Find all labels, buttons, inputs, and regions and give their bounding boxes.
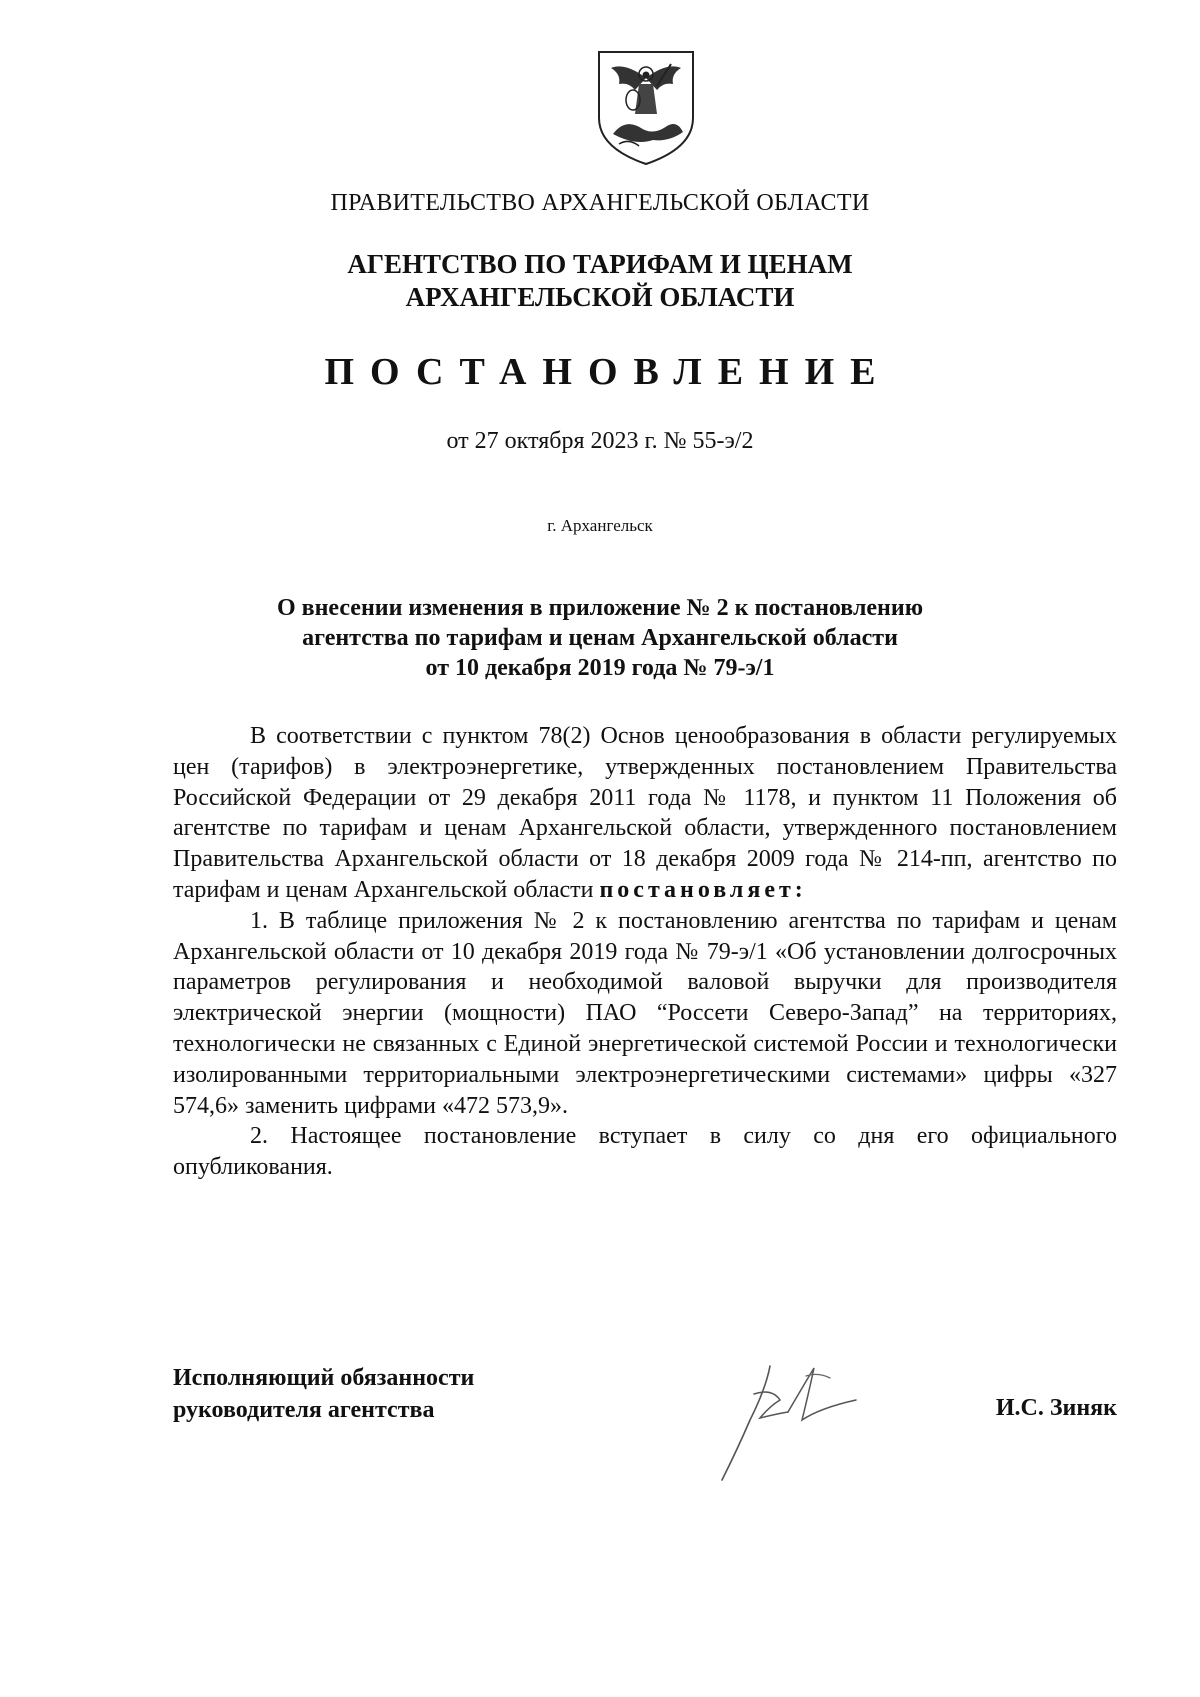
signatory-name: И.С. Зиняк	[995, 1395, 1117, 1421]
document-type: ПОСТАНОВЛЕНИЕ	[324, 351, 892, 393]
signatory-position-line1: Исполняющий обязанности	[173, 1365, 475, 1391]
item-1-paragraph: 1. В таблице приложения № 2 к постановлению агентства по тарифам и ценам Архангельской области от 10 декабря 2019 года № 79-э/1 «Об установлении долгосрочных параметров регулирования и необходимой валовой выручки для производителя электрической энергии (мощности) ПАО “Россети Северо-Запад” на территориях, технологически не связанных с Единой энергетической системой России и технологически изолированными территориальными электроэнергетическими системами» цифры «327 574,6» заменить цифрами «472 573,9».	[173, 907, 1117, 1119]
document-title	[0, 593, 1200, 683]
document-date-number: от 27 октября 2023 г. № 55-э/2	[446, 428, 754, 454]
preamble-paragraph	[173, 721, 1117, 906]
agency-name	[0, 248, 1200, 314]
coat-of-arms-icon	[595, 48, 697, 168]
document-title-line2: агентства по тарифам и ценам Архангельской области	[302, 625, 898, 651]
document-title-line1: О внесении изменения в приложение № 2 к постановлению	[276, 595, 924, 621]
document-title-line3: от 10 декабря 2019 года № 79-э/1	[425, 655, 775, 681]
signatory-position	[173, 1362, 474, 1426]
item-2-paragraph: 2. Настоящее постановление вступает в силу со дня его официального опубликования.	[173, 1123, 1117, 1181]
government-name: ПРАВИТЕЛЬСТВО АРХАНГЕЛЬСКОЙ ОБЛАСТИ	[330, 190, 870, 216]
agency-name-line2: АРХАНГЕЛЬСКОЙ ОБЛАСТИ	[405, 282, 795, 312]
document-city: г. Архангельск	[547, 516, 653, 535]
document-body	[173, 721, 1117, 1183]
agency-name-line1: АГЕНТСТВО ПО ТАРИФАМ И ЦЕНАМ	[347, 249, 853, 279]
signatory-position-line2: руководителя агентства	[173, 1397, 435, 1423]
handwritten-signature-icon	[710, 1348, 870, 1493]
resolves-word: постановляет:	[599, 876, 807, 903]
preamble-text: В соответствии с пунктом 78(2) Основ ценообразования в области регулируемых цен (тарифов) в электроэнергетике, утвержденных постановлением Правительства Российской Федерации от 29 декабря 2011 года № 1178, и пунктом 11 Положения об агентстве по тарифам и ценам Архангельской области, утвержденного постановлением Правительства Архангельской области от 18 декабря 2009 года № 214-пп, агентство по тарифам и ценам Архангельской области	[173, 723, 1117, 903]
